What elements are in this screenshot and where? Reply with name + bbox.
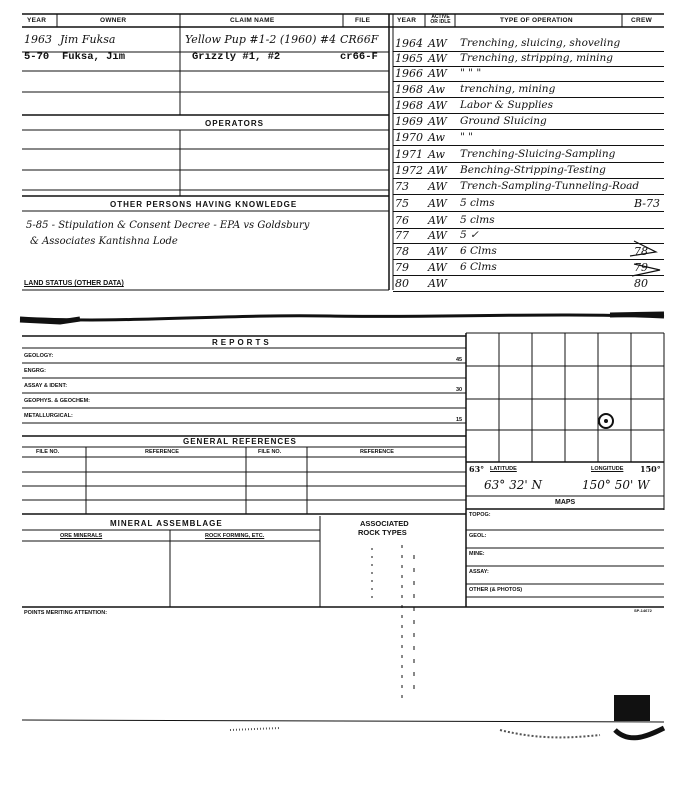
- header-year: YEAR: [27, 17, 47, 24]
- activity-year: 1970: [395, 131, 423, 144]
- operators-title: OPERATORS: [205, 119, 264, 128]
- activity-type: Labor & Supplies: [460, 99, 554, 111]
- activity-type: 5 ✓: [460, 229, 479, 241]
- report-assay-num: 30: [456, 387, 463, 393]
- maps-other: OTHER (& PHOTOS): [469, 587, 523, 593]
- maps-geol: GEOL:: [469, 533, 487, 539]
- activity-row-line: [393, 145, 664, 146]
- claim-row-1-claim: Yellow Pup #1-2 (1960) #4: [185, 33, 337, 46]
- activity-type: Trenching-Sluicing-Sampling: [460, 148, 616, 160]
- longitude-label: LONGITUDE: [591, 466, 624, 472]
- activity-row-line: [393, 162, 664, 163]
- activity-year: 1968: [395, 99, 423, 112]
- header-active-idle: ACTIVE OR IDLE: [430, 14, 451, 25]
- activity-row-line: [393, 97, 664, 98]
- activity-row-line: [393, 243, 664, 244]
- activity-crew: 78: [634, 245, 648, 258]
- latitude-label: LATITUDE: [490, 466, 517, 472]
- activity-crew: 80: [634, 277, 648, 290]
- activity-year: 1965: [395, 52, 423, 65]
- form-number: SP-14672: [634, 608, 652, 613]
- other-persons-note-2: & Associates Kantishna Lode: [30, 236, 178, 247]
- activity-row-line: [393, 259, 664, 260]
- activity-status: Aw: [428, 83, 445, 96]
- activity-year: 78: [395, 245, 409, 258]
- activity-year: 73: [395, 180, 409, 193]
- claim-row-2-file: cr66-F: [340, 51, 378, 63]
- activity-type: Trenching, stripping, mining: [460, 52, 614, 64]
- activity-status: AW: [428, 261, 447, 274]
- activity-status: AW: [428, 245, 447, 258]
- maps-mine: MINE:: [469, 551, 485, 557]
- rock-forming-header: ROCK FORMING, ETC.: [205, 533, 265, 539]
- reports-title: REPORTS: [212, 338, 272, 347]
- activity-type: " ": [460, 131, 473, 143]
- header-type-of-operation: TYPE OF OPERATION: [500, 17, 573, 24]
- activity-status: AW: [428, 115, 447, 128]
- activity-type: 6 Clms: [460, 261, 497, 273]
- activity-status: AW: [428, 52, 447, 65]
- other-persons-title: OTHER PERSONS HAVING KNOWLEDGE: [110, 200, 298, 209]
- activity-status: AW: [428, 277, 447, 290]
- assoc-rock-title-2: ROCK TYPES: [358, 528, 407, 537]
- activity-row-line: [393, 211, 664, 212]
- activity-status: Aw: [428, 131, 445, 144]
- activity-row-line: [393, 113, 664, 114]
- claim-row-2-year: 5-70: [24, 51, 50, 63]
- claim-row-2-claim: Grizzly #1, #2: [192, 51, 281, 63]
- activity-row-line: [393, 194, 664, 195]
- activity-status: AW: [428, 180, 447, 193]
- header-crew: CREW: [631, 17, 653, 24]
- activity-status: Aw: [428, 148, 445, 161]
- report-geology: GEOLOGY:: [24, 353, 54, 359]
- report-metallurgical: METALLURGICAL:: [24, 413, 73, 419]
- claim-row-1-year: 1963: [24, 33, 52, 46]
- activity-status: AW: [428, 214, 447, 227]
- gr-header-file-1: FILE NO.: [36, 449, 60, 455]
- gr-header-file-2: FILE NO.: [258, 449, 282, 455]
- report-metallurgical-num: 15: [456, 417, 463, 423]
- latitude-value: 63° 32' N: [484, 478, 542, 492]
- activity-year: 1964: [395, 37, 423, 50]
- activity-type: 6 Clms: [460, 245, 497, 257]
- maps-title: MAPS: [555, 499, 576, 506]
- claim-row-1-file: CR66F: [340, 33, 379, 46]
- activity-type: 5 clms: [460, 197, 495, 209]
- report-assay: ASSAY & IDENT:: [24, 383, 68, 389]
- activity-year: 79: [395, 261, 409, 274]
- activity-status: AW: [428, 37, 447, 50]
- activity-status: AW: [428, 229, 447, 242]
- claim-row-2-owner: Fuksa, Jim: [62, 51, 126, 63]
- activity-row-line: [393, 291, 664, 292]
- activity-status: AW: [428, 164, 447, 177]
- activity-type: 5 clms: [460, 214, 495, 226]
- activity-crew: B-73: [634, 197, 661, 210]
- header-owner: OWNER: [100, 17, 127, 24]
- activity-year: 1972: [395, 164, 423, 177]
- report-engrg: ENGRG:: [24, 368, 46, 374]
- gr-header-ref-1: REFERENCE: [145, 449, 179, 455]
- activity-row-line: [393, 178, 664, 179]
- mineral-assemblage-title: MINERAL ASSEMBLAGE: [110, 519, 223, 528]
- maps-assay: ASSAY:: [469, 569, 489, 575]
- activity-row-line: [393, 275, 664, 276]
- maps-topog: TOPOG:: [469, 512, 491, 518]
- latitude-printed: 63°: [469, 464, 485, 474]
- other-persons-note-1: 5-85 - Stipulation & Consent Decree - EPA vs Goldsbury: [26, 220, 310, 231]
- activity-type: Ground Sluicing: [460, 115, 547, 127]
- activity-year: 76: [395, 214, 409, 227]
- activity-crew: 79: [634, 261, 648, 274]
- activity-year: 75: [395, 197, 409, 210]
- header-activity-year: YEAR: [397, 17, 417, 24]
- longitude-printed: 150°: [640, 464, 661, 474]
- ore-minerals-header: ORE MINERALS: [60, 533, 103, 539]
- activity-year: 77: [395, 229, 409, 242]
- activity-year: 80: [395, 277, 409, 290]
- land-status-label: LAND STATUS (OTHER DATA): [24, 280, 124, 287]
- activity-status: AW: [428, 99, 447, 112]
- activity-status: AW: [428, 197, 447, 210]
- activity-type: Trench-Sampling-Tunneling-Road: [460, 180, 640, 192]
- activity-type: " " ": [460, 67, 482, 79]
- report-geophys: GEOPHYS. & GEOCHEM:: [24, 398, 91, 404]
- header-file: FILE: [355, 17, 371, 24]
- report-geology-num: 45: [456, 357, 463, 363]
- longitude-value: 150° 50' W: [582, 478, 650, 492]
- activity-year: 1966: [395, 67, 423, 80]
- general-references-title: GENERAL REFERENCES: [183, 437, 297, 446]
- points-meriting-attention: POINTS MERITING ATTENTION:: [24, 610, 108, 616]
- activity-row-line: [393, 81, 664, 82]
- activity-row-line: [393, 129, 664, 130]
- activity-year: 1968: [395, 83, 423, 96]
- header-claim-name: CLAIM NAME: [230, 17, 275, 24]
- assoc-rock-title-1: ASSOCIATED: [360, 519, 409, 528]
- activity-year: 1971: [395, 148, 423, 161]
- activity-type: Trenching, sluicing, shoveling: [460, 37, 621, 49]
- activity-year: 1969: [395, 115, 423, 128]
- gr-header-ref-2: REFERENCE: [360, 449, 394, 455]
- activity-type: Benching-Stripping-Testing: [460, 164, 606, 176]
- activity-type: trenching, mining: [460, 83, 556, 95]
- activity-status: AW: [428, 67, 447, 80]
- claim-row-1-owner: Jim Fuksa: [60, 33, 116, 46]
